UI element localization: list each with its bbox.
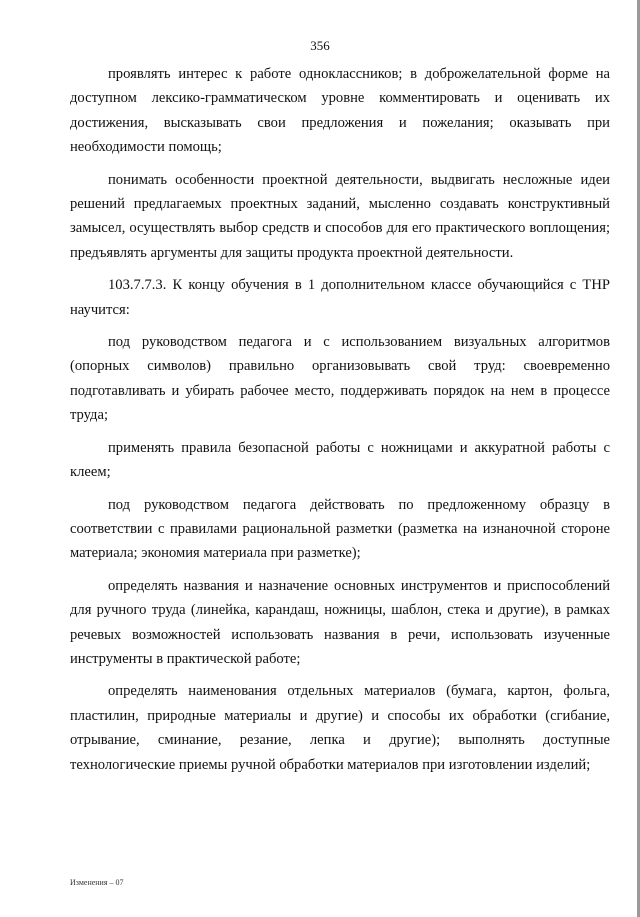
paragraph: понимать особенности проектной деятельности, выдвигать несложные идеи решений предлагаемых проектных заданий, мысленно создавать конструктивный замысел, осуществлять выбор средств и способов для его практического воплощения; предъявлять аргументы для защиты продукта проектной деятельности. [70,171,610,261]
paragraph: определять названия и назначение основных инструментов и приспособлений для ручного труда (линейка, карандаш, ножницы, шаблон, стека и другие), в рамках речевых возможностей использовать названия в речи, использовать изученные инструменты в практической работе; [70,577,610,667]
paragraph: проявлять интерес к работе одноклассников; в доброжелательной форме на доступном лексико-грамматическом уровне комментировать и оценивать их достижения, высказывать свои предложения и пожелания; оказывать при необходимости помощь; [70,66,610,156]
paragraph: определять наименования отдельных материалов (бумага, картон, фольга, пластилин, природные материалы и другие) и способы их обработки (сгибание, отрывание, сминание, резание, лепка и другие); выполнять доступные технологические приемы ручной обработки материалов при изготовлении изделий; [70,683,610,773]
page-number: 356 [310,38,330,53]
paragraph: 103.7.7.3. К концу обучения в 1 дополнительном классе обучающийся с ТНР научится: [70,277,610,318]
paragraph: применять правила безопасной работы с ножницами и аккуратной работы с клеем; [70,439,610,481]
paragraph: под руководством педагога и с использованием визуальных алгоритмов (опорных символов) правильно организовывать свой труд: своевременно подготавливать и убирать рабочее место, поддерживать порядок на нем в процессе труда; [70,334,610,424]
footer-revision: Изменения – 07 [70,878,124,887]
paragraph: под руководством педагога действовать по предложенному образцу в соответствии с правилами рациональной разметки (разметка на изнаночной стороне материала; экономия материала при разметке); [70,496,610,562]
page-body [70,62,610,785]
